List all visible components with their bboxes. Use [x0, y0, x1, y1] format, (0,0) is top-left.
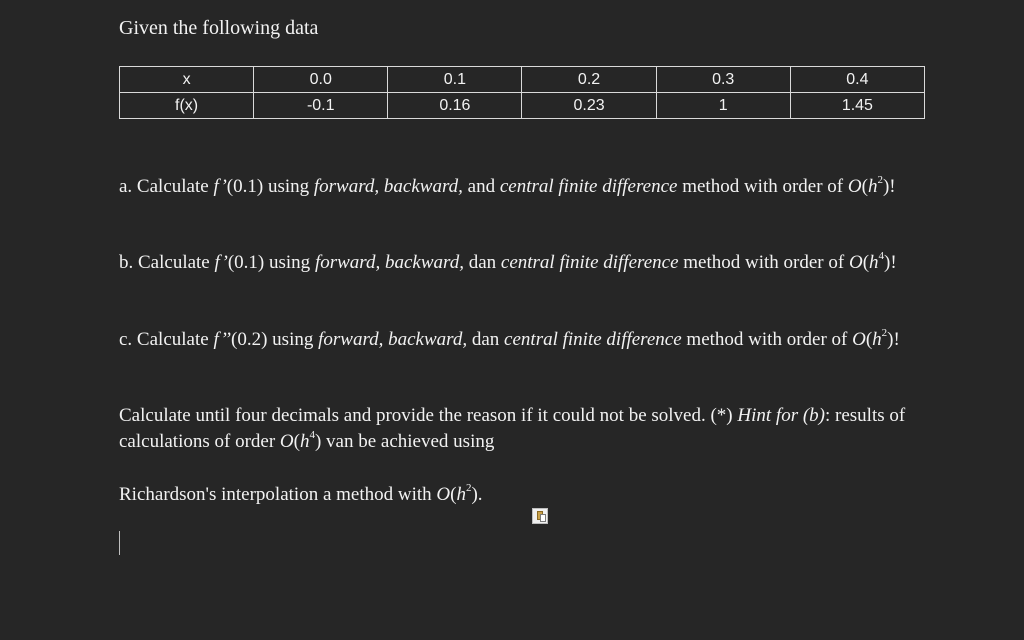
order-open: (	[293, 431, 300, 452]
order-symbol: O	[279, 431, 294, 452]
table-cell: 0.3	[656, 67, 790, 93]
derivative-symbol: f’	[214, 252, 228, 273]
question-a-tail: method with order of	[677, 176, 848, 197]
question-c-point: (0.2) using	[231, 329, 319, 350]
paste-options-icon[interactable]	[532, 508, 548, 524]
table-cell: 1.45	[790, 93, 924, 119]
order-exponent: 4	[878, 249, 885, 262]
question-b-join: dan	[463, 252, 501, 273]
method-list: forward, backward,	[318, 329, 468, 350]
page-title: Given the following data	[119, 17, 319, 39]
instruction-text: Calculate until four decimals and provide the reason if it could not be solved. (*)	[119, 405, 738, 426]
order-close: )	[314, 431, 322, 452]
method-name: central finite difference	[499, 176, 678, 197]
order-close: )!	[884, 252, 897, 273]
order-exponent: 2	[465, 481, 472, 494]
question-c-join: dan	[467, 329, 505, 350]
order-symbol: O	[436, 484, 451, 505]
hint-label: Hint for (b)	[737, 405, 825, 426]
order-h: h	[299, 431, 310, 452]
order-open: (	[862, 252, 870, 273]
question-a-point: (0.1) using	[226, 176, 314, 197]
order-exponent: 2	[881, 326, 888, 339]
sheet-shape	[540, 514, 546, 522]
question-c-tail: method with order of	[681, 329, 853, 350]
question-a	[119, 174, 931, 200]
instruction-text-2: : results of calculations of order	[119, 405, 906, 452]
instruction	[119, 403, 931, 455]
order-symbol: O	[847, 176, 862, 197]
question-c-prefix: c. Calculate	[119, 329, 214, 350]
order-h: h	[867, 176, 878, 197]
order-h: h	[869, 252, 879, 273]
text-cursor	[119, 531, 120, 555]
question-b-tail: method with order of	[678, 252, 849, 273]
question-a-join: and	[462, 176, 500, 197]
row-label: f(x)	[120, 93, 254, 119]
table-cell: 0.1	[388, 67, 522, 93]
table-cell: 0.0	[254, 67, 388, 93]
order-open: (	[450, 484, 457, 505]
order-close: )!	[887, 329, 900, 350]
table-cell: -0.1	[254, 93, 388, 119]
table-cell: 1	[656, 93, 790, 119]
order-h: h	[872, 329, 882, 350]
order-close: ).	[471, 484, 483, 505]
order-exponent: 2	[877, 173, 883, 186]
method-list: forward, backward,	[314, 252, 464, 273]
row-label: x	[120, 67, 254, 93]
derivative-symbol: f’	[213, 176, 227, 197]
instruction-text-3: van be achieved using	[321, 431, 495, 452]
method-name: central finite difference	[500, 252, 679, 273]
table-cell: 0.23	[522, 93, 656, 119]
table-cell: 0.2	[522, 67, 656, 93]
order-symbol: O	[852, 329, 866, 350]
order-close: )!	[882, 176, 896, 197]
question-a-prefix: a. Calculate	[119, 176, 214, 197]
method-name: central finite difference	[504, 329, 682, 350]
question-b	[119, 250, 931, 276]
table-row-fx	[120, 93, 925, 119]
question-c	[119, 327, 931, 353]
richardson-note	[119, 482, 931, 508]
order-h: h	[456, 484, 466, 505]
table-cell: 0.16	[388, 93, 522, 119]
question-b-prefix: b. Calculate	[119, 252, 215, 273]
richardson-text: Richardson's interpolation a method with	[119, 484, 437, 505]
method-list: forward, backward,	[313, 176, 463, 197]
order-symbol: O	[848, 252, 863, 273]
table-row-x	[120, 67, 925, 93]
table-cell: 0.4	[790, 67, 924, 93]
order-open: (	[861, 176, 868, 197]
order-exponent: 4	[309, 428, 315, 441]
question-b-point: (0.1) using	[227, 252, 315, 273]
derivative-symbol: f’’	[213, 329, 232, 350]
data-table	[119, 66, 925, 119]
order-open: (	[865, 329, 873, 350]
